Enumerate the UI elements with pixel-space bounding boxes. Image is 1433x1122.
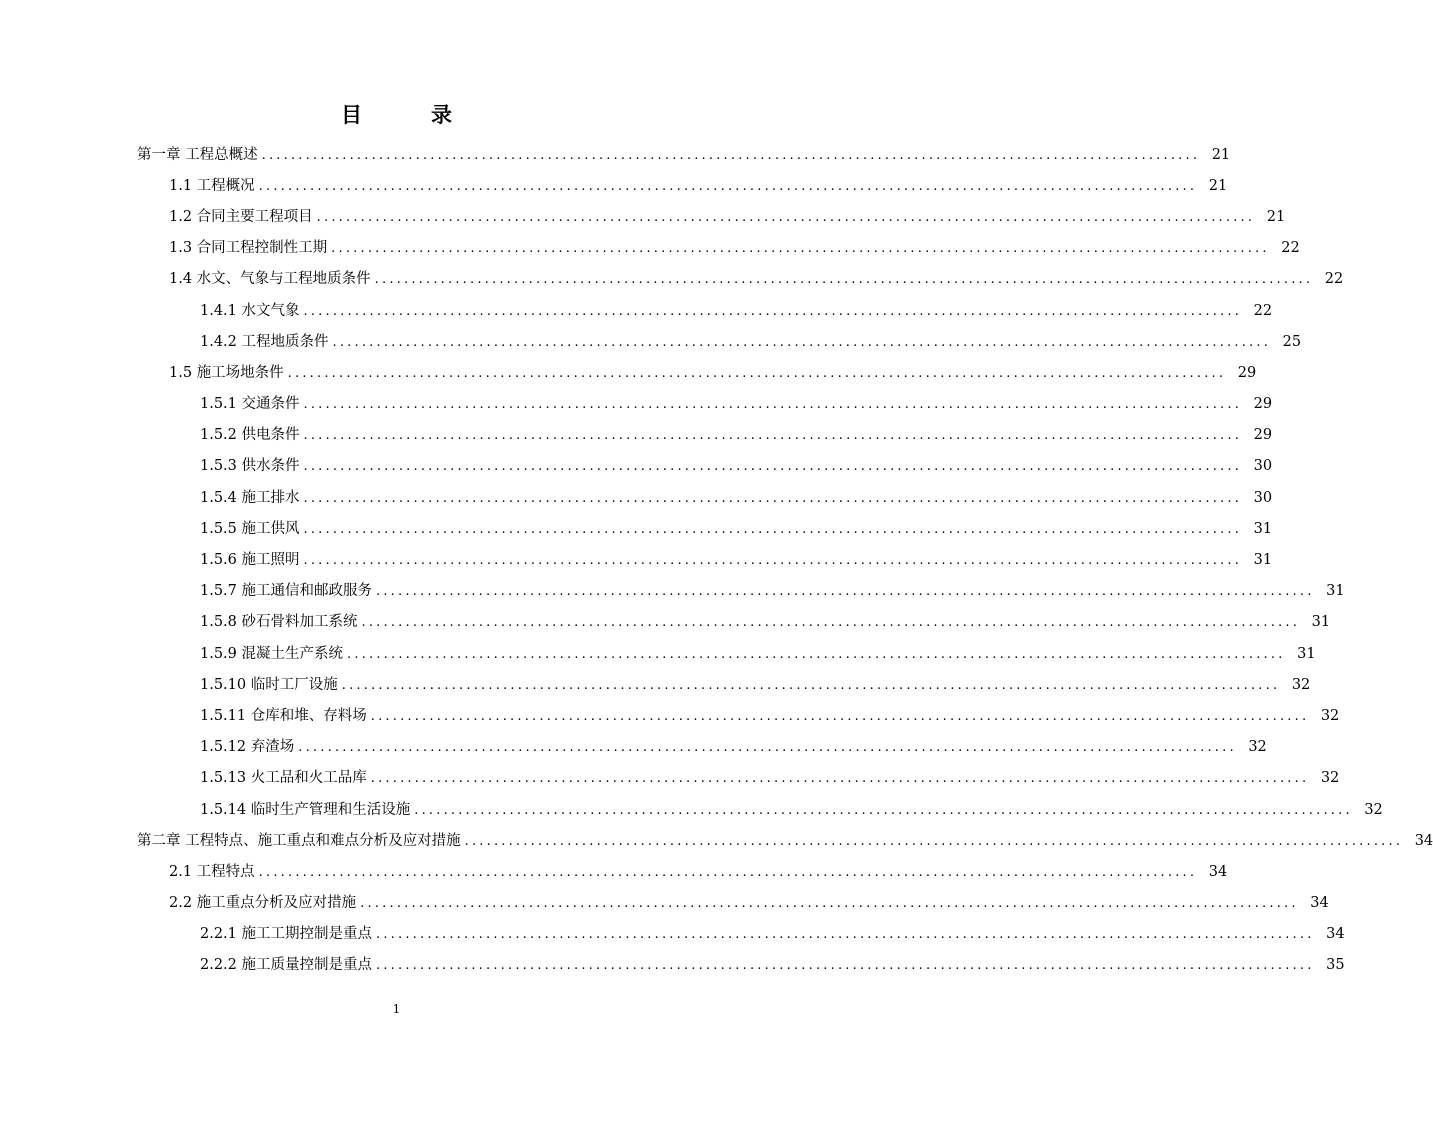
toc-entry-label: 1.5.9 混凝土生产系统 — [200, 645, 344, 662]
toc-entry-label: 2.1 工程特点 — [169, 863, 255, 880]
toc-entry[interactable] — [0, 950, 1345, 981]
toc-entry[interactable] — [0, 607, 1331, 638]
page-number: 1 — [392, 1002, 401, 1016]
toc-entry-label: 1.5.14 临时生产管理和生活设施 — [200, 801, 411, 818]
toc-dot-leader: ................................................................................................................................ — [464, 833, 1404, 849]
toc-entry[interactable] — [0, 420, 1273, 451]
toc-dot-leader: ................................................................................................................................ — [347, 646, 1286, 662]
toc-entry[interactable] — [0, 700, 1340, 731]
toc-entry[interactable] — [0, 513, 1273, 544]
toc-entry-page: 21 — [1211, 146, 1231, 163]
toc-entry[interactable] — [0, 794, 1383, 825]
toc-entry[interactable] — [0, 482, 1273, 513]
toc-entry-page: 32 — [1248, 739, 1267, 756]
toc-entry-label: 1.3 合同工程控制性工期 — [169, 240, 328, 257]
toc-entry[interactable] — [0, 576, 1345, 607]
toc-dot-leader: ................................................................................................................................ — [361, 615, 1301, 631]
toc-dot-leader: ................................................................................................................................ — [332, 334, 1272, 350]
toc-entry-label: 第二章 工程特点、施工重点和难点分析及应对措施 — [137, 832, 461, 849]
toc-entry-label: 1.2 合同主要工程项目 — [169, 208, 313, 225]
toc-entry-page: 29 — [1253, 396, 1273, 413]
toc-dot-leader: ................................................................................................................................ — [303, 553, 1243, 569]
toc-entry-label: 第一章 工程总概述 — [137, 146, 258, 163]
toc-entry[interactable] — [0, 264, 1344, 295]
toc-entry[interactable] — [0, 357, 1257, 388]
toc-entry-page: 31 — [1253, 520, 1273, 537]
toc-entry[interactable] — [0, 451, 1273, 482]
toc-entry-label: 1.5.2 供电条件 — [200, 427, 300, 444]
toc-entry-label: 1.5.11 仓库和堆、存料场 — [200, 707, 367, 724]
toc-entry-label: 1.4 水文、气象与工程地质条件 — [169, 271, 371, 288]
toc-entry[interactable] — [0, 825, 1433, 856]
toc-entry[interactable] — [0, 544, 1273, 575]
toc-dot-leader: ................................................................................................................................ — [341, 677, 1281, 693]
toc-entry-label: 1.5.7 施工通信和邮政服务 — [200, 583, 373, 600]
toc-entry-label: 2.2.1 施工工期控制是重点 — [200, 926, 373, 943]
toc-entry-page: 29 — [1253, 427, 1273, 444]
toc-entry-page: 34 — [1310, 895, 1329, 912]
toc-entry[interactable] — [0, 170, 1228, 201]
toc-entry-label: 1.4.1 水文气象 — [200, 302, 300, 319]
toc-entry-label: 1.5.6 施工照明 — [200, 552, 300, 569]
page-title: 目 录 — [341, 102, 476, 127]
toc-entry-page: 32 — [1320, 770, 1340, 787]
toc-entry-label: 1.5.1 交通条件 — [200, 396, 300, 413]
toc-entry-page: 31 — [1326, 583, 1345, 600]
toc-entry-page: 30 — [1253, 458, 1273, 475]
toc-dot-leader: ................................................................................................................................ — [316, 209, 1256, 225]
toc-entry-page: 31 — [1253, 552, 1273, 569]
toc-entry[interactable] — [0, 233, 1300, 264]
toc-entry-label: 2.2.2 施工质量控制是重点 — [200, 957, 373, 974]
toc-dot-leader: ................................................................................................................................ — [303, 490, 1243, 506]
toc-dot-leader: ................................................................................................................................ — [414, 802, 1353, 818]
toc-dot-leader: ................................................................................................................................ — [376, 584, 1315, 600]
toc-dot-leader: ................................................................................................................................ — [374, 272, 1314, 288]
toc-dot-leader: ................................................................................................................................ — [258, 178, 1198, 194]
toc-entry-label: 1.5.8 砂石骨料加工系统 — [200, 614, 358, 631]
toc-dot-leader: ................................................................................................................................ — [258, 864, 1198, 880]
toc-entry-label: 1.5.4 施工排水 — [200, 489, 300, 506]
toc-entry-label: 1.5.5 施工供风 — [200, 520, 300, 537]
toc-dot-leader: ................................................................................................................................ — [376, 927, 1315, 943]
toc-entry-page: 22 — [1281, 240, 1300, 257]
toc-entry-page: 34 — [1208, 863, 1228, 880]
toc-dot-leader: ................................................................................................................................ — [360, 896, 1299, 912]
toc-entry[interactable] — [0, 139, 1231, 170]
toc-entry[interactable] — [0, 638, 1316, 669]
toc-dot-leader: ................................................................................................................................ — [376, 958, 1315, 974]
toc-entry-page: 31 — [1311, 614, 1331, 631]
toc-entry-label: 1.5.10 临时工厂设施 — [200, 676, 338, 693]
toc-entry-page: 34 — [1326, 926, 1345, 943]
toc-entry-page: 29 — [1237, 364, 1257, 381]
toc-entry-label: 1.5 施工场地条件 — [169, 364, 284, 381]
toc-entry-page: 34 — [1414, 832, 1433, 849]
toc-entry-label: 1.5.12 弃渣场 — [200, 739, 295, 756]
toc-entry[interactable] — [0, 919, 1345, 950]
toc-dot-leader: ................................................................................................................................ — [261, 147, 1201, 163]
toc-entry-page: 21 — [1208, 177, 1228, 194]
toc-entry-page: 31 — [1297, 645, 1316, 662]
toc-entry[interactable] — [0, 888, 1329, 919]
toc-dot-leader: ................................................................................................................................ — [370, 771, 1310, 787]
toc-dot-leader: ................................................................................................................................ — [303, 521, 1243, 537]
toc-entry[interactable] — [0, 732, 1267, 763]
toc-entry-page: 22 — [1253, 302, 1273, 319]
toc-entry-label: 1.1 工程概况 — [169, 177, 255, 194]
toc-entry-label: 1.5.13 火工品和火工品库 — [200, 770, 367, 787]
toc-entry-page: 22 — [1324, 271, 1344, 288]
toc-entry[interactable] — [0, 856, 1228, 887]
toc-entry[interactable] — [0, 201, 1286, 232]
toc-dot-leader: ................................................................................................................................ — [303, 428, 1243, 444]
toc-entry-page: 32 — [1364, 801, 1383, 818]
toc-entry-page: 32 — [1291, 676, 1311, 693]
toc-dot-leader: ................................................................................................................................ — [298, 740, 1237, 756]
toc-entry-label: 2.2 施工重点分析及应对措施 — [169, 895, 357, 912]
toc-entry[interactable] — [0, 763, 1340, 794]
toc-entry-page: 25 — [1282, 333, 1302, 350]
toc-entry-page: 30 — [1253, 489, 1273, 506]
toc-entry-page: 21 — [1266, 208, 1286, 225]
toc-dot-leader: ................................................................................................................................ — [287, 365, 1227, 381]
toc-entry[interactable] — [0, 669, 1311, 700]
toc-entry[interactable] — [0, 389, 1273, 420]
toc-entry[interactable] — [0, 295, 1273, 326]
toc-dot-leader: ................................................................................................................................ — [331, 241, 1270, 257]
toc-dot-leader: ................................................................................................................................ — [303, 459, 1243, 475]
table-of-contents — [0, 139, 1433, 981]
toc-dot-leader: ................................................................................................................................ — [370, 708, 1310, 724]
toc-entry[interactable] — [0, 326, 1302, 357]
toc-entry-page: 35 — [1326, 957, 1345, 974]
toc-entry-page: 32 — [1320, 707, 1340, 724]
toc-entry-label: 1.4.2 工程地质条件 — [200, 333, 329, 350]
toc-entry-label: 1.5.3 供水条件 — [200, 458, 300, 475]
toc-dot-leader: ................................................................................................................................ — [303, 303, 1243, 319]
toc-dot-leader: ................................................................................................................................ — [303, 397, 1243, 413]
